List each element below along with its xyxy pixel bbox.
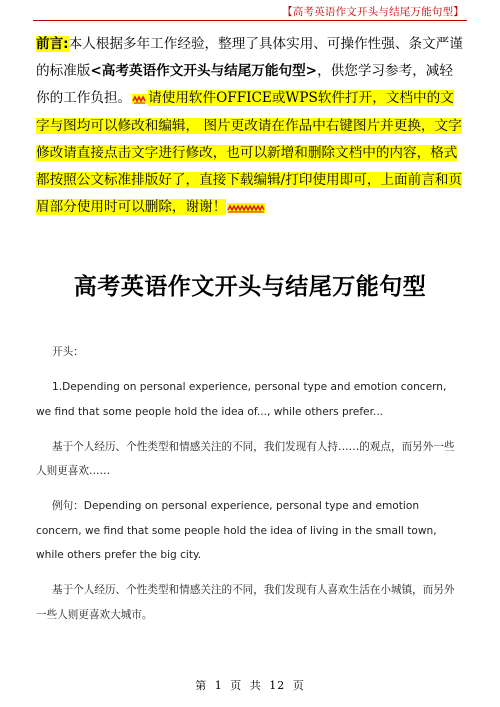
intro-text-2: ，供您学习参考，减轻你的工作负担。: [36, 63, 453, 107]
body-paragraph: 开头：: [52, 346, 84, 358]
document-body: [36, 340, 464, 638]
document-title: 高考英语作文开头与结尾万能句型: [73, 273, 427, 300]
intro-label: 前言:: [36, 36, 69, 52]
squiggle-icon: [132, 94, 147, 104]
page-header-rule: [33, 20, 467, 21]
body-paragraph: 基于个人经历、个性类型和情感关注的不同，我们发现有人持……的观点，而另外一些人则更喜欢……: [36, 440, 455, 477]
intro-text-3: 请使用软件OFFICE或WPS软件打开，文档中的文字与图均可以修改和编辑， 图片更改请在作品中右键图片并更换，文字修改请直接点击文字进行修改，也可以新增和删除文档中的内容，格式都按照公文标准排版好了，直接下载编辑/打印使用即可，上面前言和页眉部分使用时可以删除，谢谢！: [36, 90, 462, 216]
intro-doc-title: <高考英语作文开头与结尾万能句型>: [90, 63, 318, 80]
page-number: 第 1 页 共 12 页: [195, 679, 305, 692]
body-paragraph: 1.Depending on personal experience, personal type and emotion concern, we find that some people hold the idea of..., while others prefer...: [36, 381, 447, 418]
intro-note: [36, 31, 466, 221]
page-header-title: 【高考英语作文开头与结尾万能句型】: [282, 6, 464, 18]
squiggle-icon: [227, 203, 265, 213]
body-paragraph: 基于个人经历、个性类型和情感关注的不同，我们发现有人喜欢生活在小城镇，而另外一些人则更喜欢大城市。: [36, 584, 455, 621]
intro-text-1: 本人根据多年工作经验，整理了具体实用、可操作性强、条文严谨的标准版: [36, 36, 463, 80]
body-paragraph: 例句：Depending on personal experience, personal type and emotion concern, we find that some people hold the idea of living in the small town, while others prefer the big city.: [36, 500, 437, 561]
